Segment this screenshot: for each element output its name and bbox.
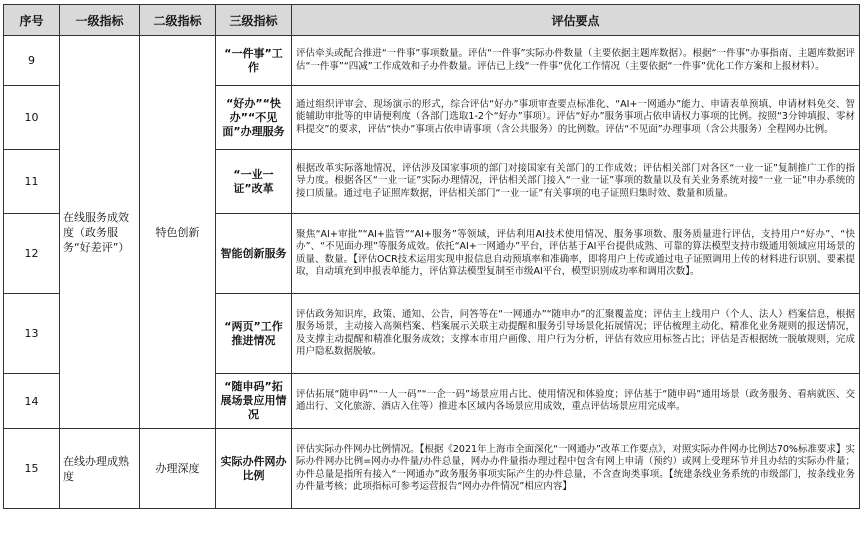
level3-cell: 智能创新服务 — [216, 214, 292, 294]
level3-cell: “一业一证”改革 — [216, 150, 292, 214]
header-row — [4, 5, 860, 36]
evaluation-points: 根据改革实际落地情况，评估涉及国家事项的部门对接国家有关部门的工作成效；评估相关部门对各区“一业一证”复制推广工作的指导力度。根据各区“一业一证”实际办理情况，评估相关部门接入“一业一证”事项的数量以及有关业务系统对接“一业一证”申办系统的接口质量。通过电子证照库数据，评估相关部门“一业一证”有关事项的电子证照归集时效、数量和质量。 — [292, 150, 860, 214]
level3-cell: 实际办件网办比例 — [216, 429, 292, 509]
level3-cell: “两页”工作推进情况 — [216, 294, 292, 374]
table-row — [4, 36, 860, 86]
level1-cell: 在线办理成熟度 — [60, 429, 140, 509]
header-no: 序号 — [4, 5, 60, 36]
header-points: 评估要点 — [292, 5, 860, 36]
evaluation-points: 评估牵头或配合推进“一件事”事项数量。评估“一件事”实际办件数量（主要依据主题库数据）。根据“一件事”办事指南、主题库数据评估“一件事”“四减”工作成效和子办件数量。评估已上线“一件事”优化工作情况（主要依据“一件事”优化工作方案和上报材料）。 — [292, 36, 860, 86]
table-row — [4, 429, 860, 509]
header-level1: 一级指标 — [60, 5, 140, 36]
row-number: 10 — [4, 86, 60, 150]
evaluation-points: 通过组织评审会、现场演示的形式，综合评估“好办”事项审查要点标准化、“AI+一网通办”能力、申请表单预填、申请材料免交、智能辅助审批等的申请便利度（各部门选取1-2个“好办”事项）。评估“好办”服务事项占依申请权力事项的比例。按照“3分钟填报、零材料提交”的要求，评估“快办”事项占依申请事项（含公共服务）的比例数。评估“不见面”办理事项（含公共服务）全程网办比例。 — [292, 86, 860, 150]
row-number: 11 — [4, 150, 60, 214]
row-number: 13 — [4, 294, 60, 374]
level3-cell: “好办”“快办”“不见面”办理服务 — [216, 86, 292, 150]
evaluation-table — [3, 4, 860, 509]
level3-cell: “随申码”拓展场景应用情况 — [216, 374, 292, 429]
level1-cell: 在线服务成效度（政务服务“好差评”） — [60, 36, 140, 429]
evaluation-points: 评估实际办件网办比例情况。【根据《2021年上海市全面深化“一网通办”改革工作要点》，对照实际办件网办比例达70%标准要求】实际办件网办比例=网办办件量/办件总量，网办办件量指办理过程中包含有网上申请（预约）或网上受理环节并且办结的实际办件量；办件总量是指所有接入“一网通办”政务服务事项实际产生的办件总量，不含查询类事项。【统建条线业务系统的市级部门，按条线业务办件量考核；此项指标可参考运营报告“网办办件情况”相应内容】 — [292, 429, 860, 509]
evaluation-points: 评估政务知识库，政策、通知、公告，问答等在“一网通办”“随申办”的汇聚覆盖度；评估主上线用户（个人、法人）档案信息，根据服务场景，主动接入高频档案、档案展示关联主动提醒和服务引导场景化拓展情况；评估梳理主动化、精准化业务规则的报送情况，及支撑主动提醒和精准化服务成效；支撑本市用户画像、用户行为分析，评估有效应用标签占比；评估是否根据统一脱敏规则，完成用户隐私数据脱敏。 — [292, 294, 860, 374]
evaluation-points: 评估拓展“随申码”“一人一码”“一企一码”场景应用占比、使用情况和体验度；评估基于“随申码”通用场景（政务服务、看病就医、交通出行、文化旅游、酒店入住等）推进本区域内各场景应用成效，重点评估场景应用完成率。 — [292, 374, 860, 429]
level2-cell: 办理深度 — [140, 429, 216, 509]
header-level2: 二级指标 — [140, 5, 216, 36]
row-number: 9 — [4, 36, 60, 86]
level2-cell: 特色创新 — [140, 36, 216, 429]
row-number: 15 — [4, 429, 60, 509]
evaluation-points: 聚焦“AI+审批”“AI+监管”“AI+服务”等领域，评估利用AI技术使用情况、服务事项数、服务质量进行评估，支持用户“好办”、“快办”、“不见面办理”等服务成效。依托“AI+一网通办”平台，评估基于AI平台提供成熟、可靠的算法模型支持市级通用领域应用场景的质量、数量。【评估OCR技术运用实现申报信息自动预填率和准确率，即将用户上传或通过电子证照调用上传的材料进行识别、要素提取，自动填充到申报表单能力，评估算法模型复制至市级AI平台，模型识别成功率和调用次数】。 — [292, 214, 860, 294]
row-number: 12 — [4, 214, 60, 294]
header-level3: 三级指标 — [216, 5, 292, 36]
level3-cell: “一件事”工作 — [216, 36, 292, 86]
row-number: 14 — [4, 374, 60, 429]
